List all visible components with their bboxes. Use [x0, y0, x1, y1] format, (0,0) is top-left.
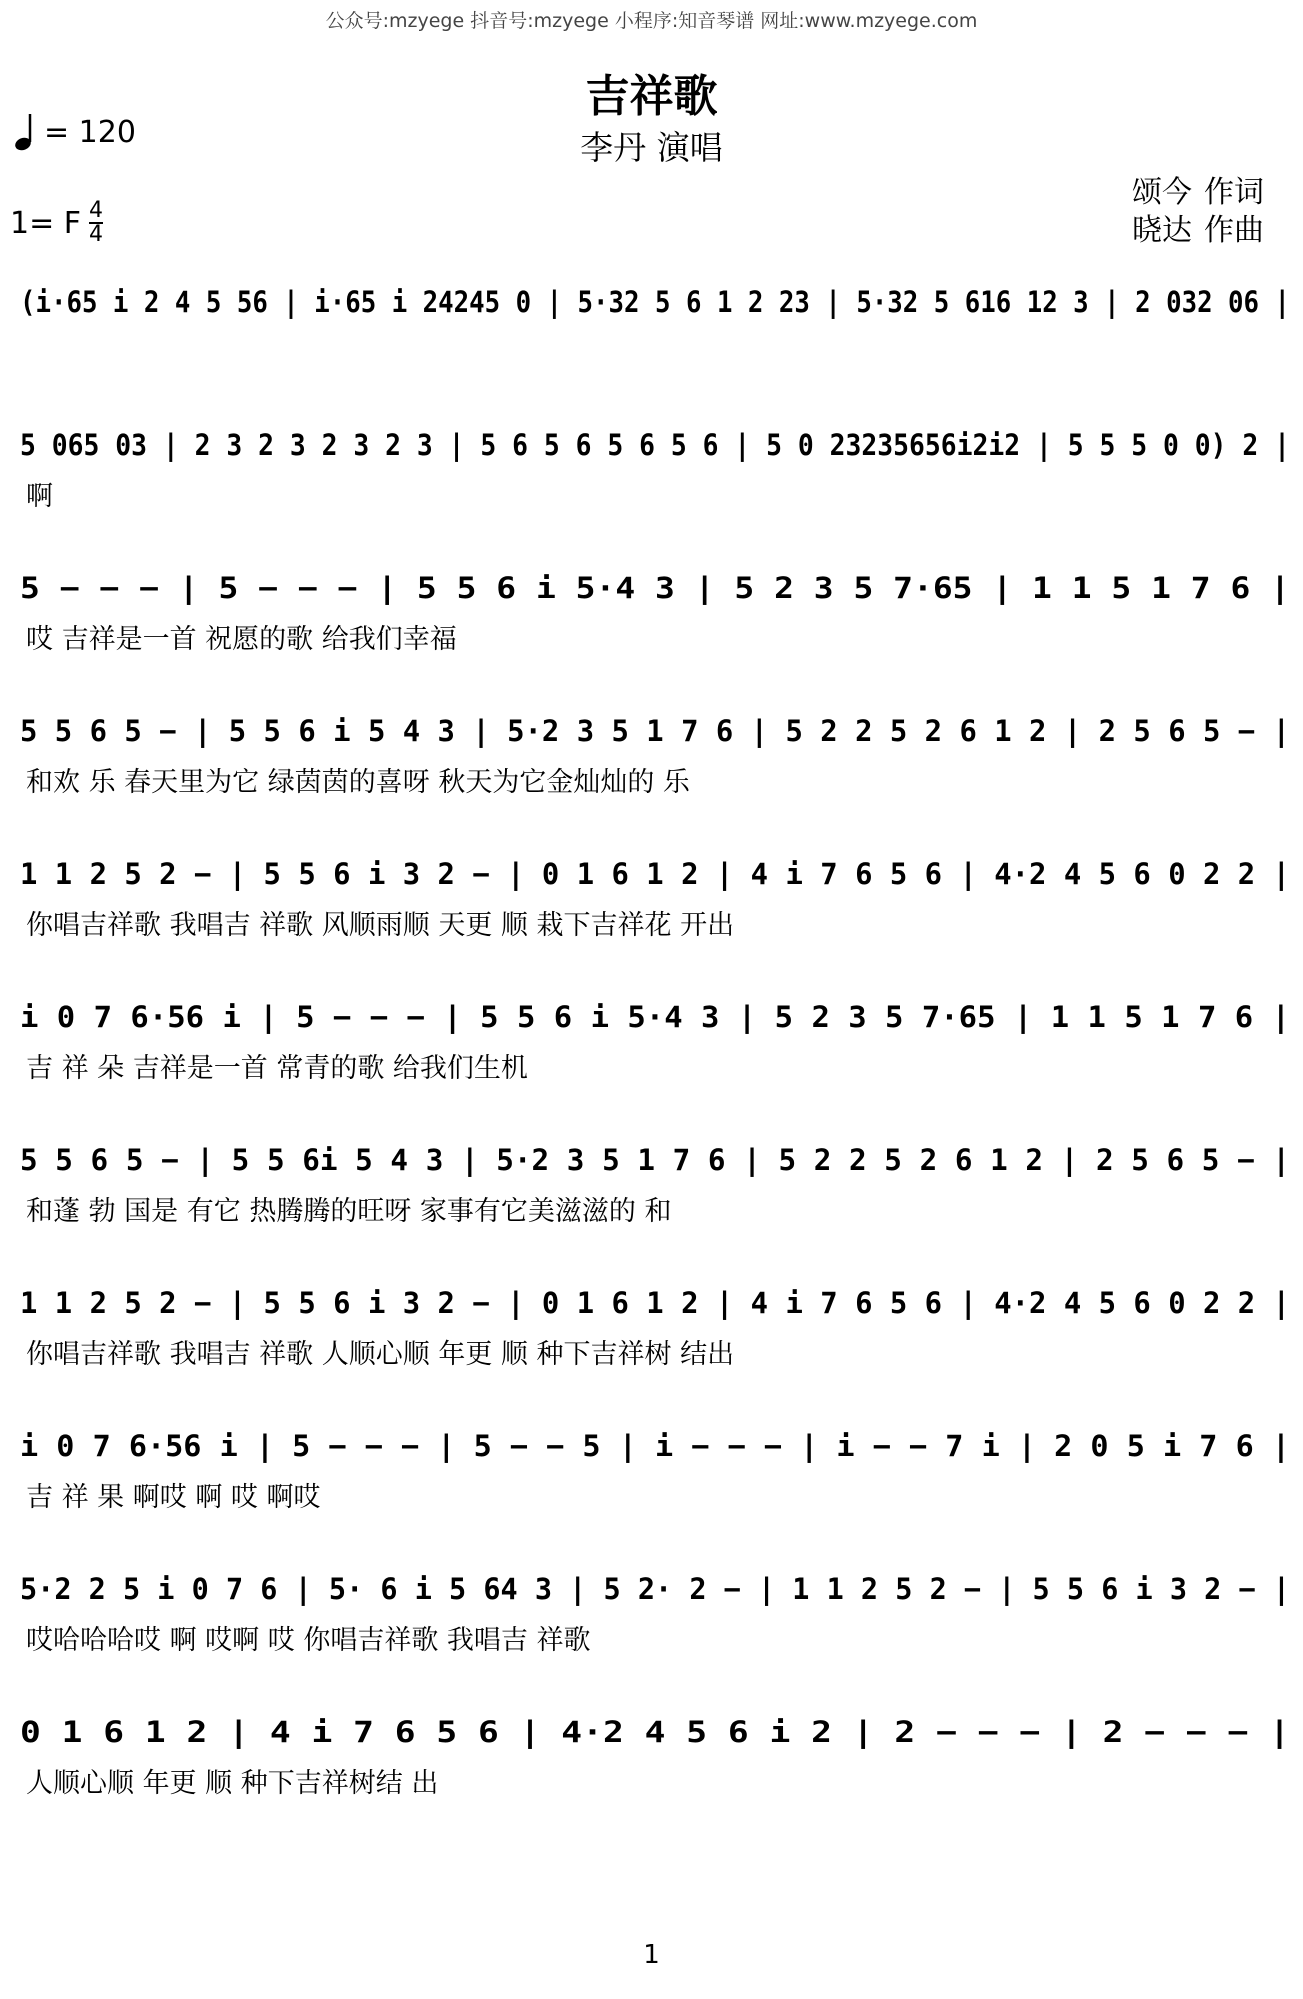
song-title: 吉祥歌 [585, 71, 718, 122]
lyrics-row: 吉 祥 朵 吉祥是一首 常青的歌 给我们生机 [26, 1053, 528, 1084]
lyricist-name: 颂今 [1132, 175, 1192, 210]
score-line [20, 571, 1290, 655]
score-line [20, 285, 1290, 320]
notation-row: 5 5 6 5 − | 5 5 6 i 5 4 3 | 5·2 3 5 1 7 6 | 5 2 2 5 2 6 1 2 | 2 5 6 5 − | [20, 714, 1290, 748]
lyrics-row: 吉 祥 果 啊哎 啊 哎 啊哎 [26, 1482, 321, 1513]
notation-row: (i·65 i 2 4 5 56 | i·65 i 24245 0 | 5·32 5 6 1 2 23 | 5·32 5 616 12 3 | 2 032 06 | [20, 285, 1290, 319]
score-line [20, 1715, 1290, 1799]
notation-row: 0 1 6 1 2 | 4 i 7 6 5 6 | 4·2 4 5 6 i 2 | 2 − − − | 2 − − − | [20, 1715, 1290, 1749]
lyrics-row: 和欢 乐 春天里为它 绿茵茵的喜呀 秋天为它金灿灿的 乐 [26, 767, 690, 798]
score-line [20, 714, 1290, 798]
lyrics-row: 你唱吉祥歌 我唱吉 祥歌 人顺心顺 年更 顺 种下吉祥树 结出 [26, 1339, 735, 1370]
score-line [20, 1143, 1290, 1227]
lyrics-row: 和蓬 勃 国是 有它 热腾腾的旺呀 家事有它美滋滋的 和 [26, 1196, 672, 1227]
lyrics-row: 啊 [26, 481, 53, 512]
score-line [20, 1286, 1290, 1370]
time-denominator: 4 [89, 222, 104, 247]
notation-row: i 0 7 6·56 i | 5 − − − | 5 5 6 i 5·4 3 | 5 2 3 5 7·65 | 1 1 5 1 7 6 | [20, 1000, 1291, 1034]
notation-row: 1 1 2 5 2 − | 5 5 6 i 3 2 − | 0 1 6 1 2 | 4 i 7 6 5 6 | 4·2 4 5 6 0 2 2 | [20, 1286, 1290, 1320]
composer-name: 晓达 [1132, 213, 1192, 248]
score-line [20, 1000, 1290, 1084]
score-line [20, 1572, 1290, 1656]
lyrics-row: 你唱吉祥歌 我唱吉 祥歌 风顺雨顺 天更 顺 栽下吉祥花 开出 [26, 910, 735, 941]
tempo-value: = 120 [44, 114, 136, 150]
lyricist-role: 作词 [1204, 175, 1264, 210]
notation-row: 1 1 2 5 2 − | 5 5 6 i 3 2 − | 0 1 6 1 2 | 4 i 7 6 5 6 | 4·2 4 5 6 0 2 2 | [20, 857, 1290, 891]
key-text: 1= F [10, 205, 82, 241]
score-line [20, 1429, 1290, 1513]
notation-row: 5 − − − | 5 − − − | 5 5 6 i 5·4 3 | 5 2 3 5 7·65 | 1 1 5 1 7 6 | [20, 571, 1290, 605]
score-line [20, 428, 1290, 512]
watermark-text: 公众号:mzyege 抖音号:mzyege 小程序:知音琴谱 网址:www.mzyege.com [325, 10, 978, 32]
notation-row: 5·2 2 5 i 0 7 6 | 5· 6 i 5 64 3 | 5 2· 2 − | 1 1 2 5 2 − | 5 5 6 i 3 2 − | [20, 1572, 1290, 1606]
notation-row: i 0 7 6·56 i | 5 − − − | 5 − − 5 | i − − − | i − − 7 i | 2 0 5 i 7 6 | [20, 1429, 1290, 1463]
score-line [20, 857, 1290, 941]
lyrics-row: 人顺心顺 年更 顺 种下吉祥树结 出 [26, 1768, 439, 1799]
notation-row: 5 065 03 | 2 3 2 3 2 3 2 3 | 5 6 5 6 5 6 5 6 | 5 0 23235656i2i2 | 5 5 5 0 0) 2 | [20, 428, 1290, 462]
notation-row: 5 5 6 5 − | 5 5 6i 5 4 3 | 5·2 3 5 1 7 6 | 5 2 2 5 2 6 1 2 | 2 5 6 5 − | [20, 1143, 1290, 1177]
composer-role: 作曲 [1204, 213, 1264, 248]
singer-credit: 李丹 演唱 [580, 128, 723, 167]
lyrics-row: 哎哈哈哈哎 啊 哎啊 哎 你唱吉祥歌 我唱吉 祥歌 [26, 1625, 591, 1656]
page-number: 1 [643, 1940, 660, 1970]
time-numerator: 4 [89, 198, 104, 223]
lyrics-row: 哎 吉祥是一首 祝愿的歌 给我们幸福 [26, 624, 457, 655]
